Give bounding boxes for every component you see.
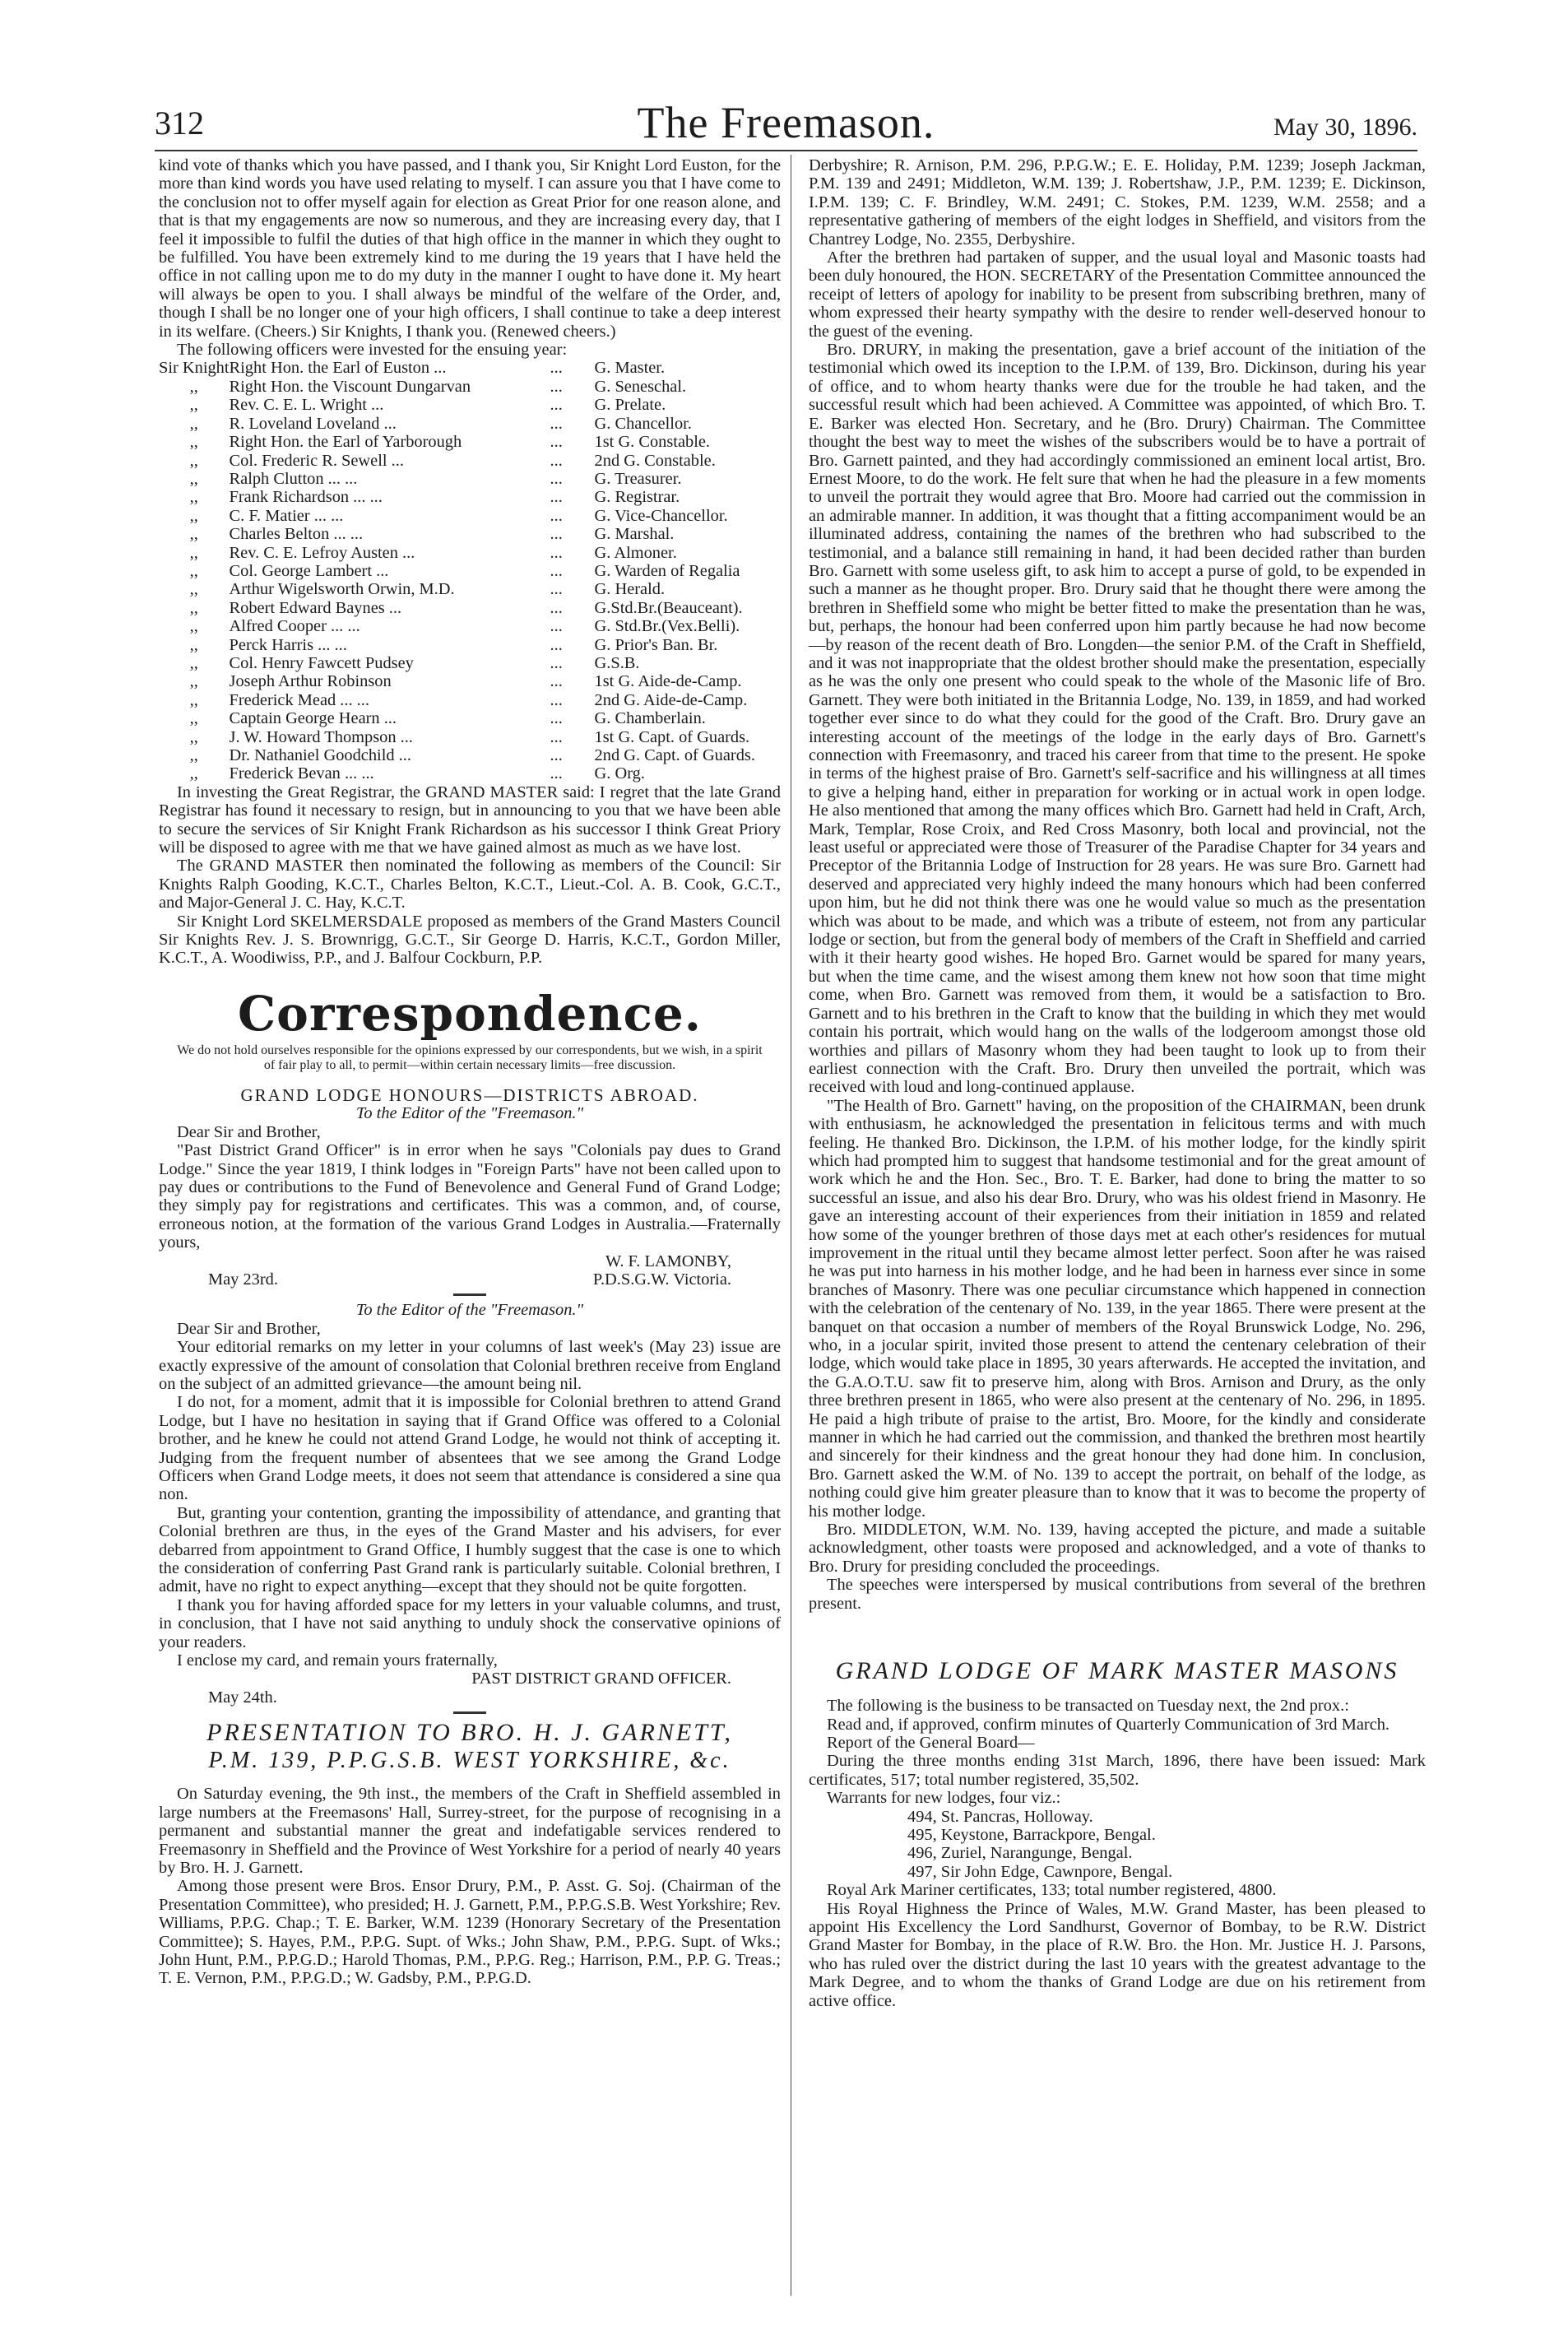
letter-signoff (159, 1270, 781, 1289)
officer-office: 1st G. Aide-de-Camp. (594, 672, 742, 691)
officer-prefix: ,, (189, 543, 198, 562)
officer-dots: ... (550, 525, 563, 544)
officer-row (159, 580, 781, 598)
officer-name: Perck Harris ... ... (229, 635, 347, 654)
letter-date: May 23rd. (208, 1270, 278, 1289)
officer-name: Charles Belton ... ... (229, 525, 364, 544)
article-paragraph: The speeches were interspersed by musical contributions from several of the brethren present. (809, 1576, 1426, 1613)
article-paragraph: Royal Ark Mariner certificates, 133; total number registered, 4800. (827, 1881, 1277, 1900)
article-paragraph: Bro. MIDDLETON, W.M. No. 139, having accepted the picture, and made a suitable acknowledgment, other toasts were proposed and acknowledged, and a vote of thanks to Bro. Drury for presiding concluded the proceedings. (809, 1521, 1426, 1576)
officer-office: G. Std.Br.(Vex.Belli). (594, 617, 740, 636)
officer-office: G. Almoner. (594, 543, 677, 562)
separator-dash (453, 1711, 486, 1714)
officer-name: Col. Frederic R. Sewell ... (229, 451, 404, 470)
warrant-item: 494, St. Pancras, Holloway. (907, 1807, 1093, 1826)
officer-prefix: ,, (189, 414, 198, 433)
officer-row (159, 359, 781, 377)
skelmersdale-paragraph: Sir Knight Lord SKELMERSDALE proposed as members of the Grand Masters Council Sir Knights Rev. J. S. Brownrigg, G.C.T., Sir George D. Harris, K.C.T., Gordon Miller, K.C.T., A. Woodiwiss, P.P., and J. Balfour Cockburn, P.P. (159, 912, 781, 968)
officer-row (159, 728, 781, 746)
officer-dots: ... (550, 506, 563, 525)
warrants-list (907, 1808, 1426, 1882)
officer-dots: ... (550, 690, 563, 709)
officer-row (159, 617, 781, 635)
masthead-title: The Freemason. (637, 98, 935, 147)
header-rule (155, 150, 1417, 151)
officer-office: G. Seneschal. (594, 377, 687, 396)
officer-office: 2nd G. Aide-de-Camp. (594, 690, 748, 709)
officer-dots: ... (550, 617, 563, 636)
article-paragraph: Report of the General Board— (827, 1733, 1035, 1752)
officer-prefix: Sir Knight (159, 359, 230, 378)
officer-prefix: ,, (189, 396, 198, 415)
officer-name: Col. George Lambert ... (229, 561, 389, 580)
letter-signature: PAST DISTRICT GRAND OFFICER. (471, 1670, 731, 1688)
officer-office: G. Warden of Regalia (594, 561, 740, 580)
officer-office: 2nd G. Capt. of Guards. (594, 746, 755, 764)
letter-salutation: Dear Sir and Brother, (177, 1319, 321, 1338)
officer-dots: ... (550, 709, 563, 728)
letter-body: Your editorial remarks on my letter in your columns of last week's (May 23) issue are exactly expressive of the amount of consolation that Colonial brethren receive from England on the subject of an admitted grievance—the amount being nil. (159, 1338, 781, 1393)
officer-prefix: ,, (189, 617, 198, 636)
officer-prefix: ,, (189, 488, 198, 507)
page-header (155, 98, 1417, 147)
officer-name: J. W. Howard Thompson ... (229, 727, 413, 746)
officer-name: Robert Edward Baynes ... (229, 598, 402, 617)
editorial-disclaimer: We do not hold ourselves responsible for the opinions expressed by our correspondents, but we wish, in a spirit of fair play to all, to permit—within certain necessary limits—free discussion. (177, 1043, 763, 1072)
officer-row (159, 396, 781, 414)
article-paragraph: Among those present were Bros. Ensor Drury, P.M., P. Asst. G. Soj. (Chairman of the Presentation Committee), who presided; H. J. Garnett, P.M., P.P.G.S.B. West Yorkshire; Rev. Williams, P.P.G. Chap.; T. E. Barker, W.M. 1239 (Honorary Secretary of the Presentation Committee); S. Hayes, P.M., P.P.G. Supt. of Wks.; John Shaw, P.M., P.P.G. Supt. of Wks.; John Hunt, P.M., P.P.G.D.; Harold Thomas, P.M., P.P.G. Reg.; Harrison, P.M., P.P. G. Treas.; T. E. Vernon, P.M., P.P.G.D.; W. Gadsby, P.M., P.P.G.D. (159, 1877, 781, 1988)
officer-dots: ... (550, 672, 563, 691)
speech-paragraph: kind vote of thanks which you have passed, and I thank you, Sir Knight Lord Euston, for the more than kind words you have used relating to myself. I can assure you that I have come to the conclusion not to offer myself again for election as Great Prior for one reason alone, and that is that my engagements are now so numerous, and they are increasing every day, that I feel it impossible to fulfil the duties of that high office in the manner in which they ought to be fulfilled. You have been extremely kind to me during the 19 years that I have held the office in not calling upon me to do my duty in the manner I ought to have done it. My heart will always be open to you. I shall always be mindful of the welfare of the Order, and, though I shall be no longer one of your high officers, I shall continue to take a deep interest in its welfare. (Cheers.) Sir Knights, I thank you. (Renewed cheers.) (159, 156, 781, 341)
officer-name: Col. Henry Fawcett Pudsey (229, 653, 414, 672)
officer-row (159, 415, 781, 433)
mark-masons-headline: GRAND LODGE OF MARK MASTER MASONS (835, 1657, 1399, 1685)
letter-signature: W. F. LAMONBY, (605, 1252, 731, 1270)
officer-office: G.S.B. (594, 653, 640, 672)
officer-office: G. Prior's Ban. Br. (594, 635, 718, 654)
officer-office: G. Org. (594, 764, 645, 783)
letter-body: But, granting your contention, granting the impossibility of attendance, and granting that Colonial brethren are thus, in the eyes of the Grand Master and his advisers, for ever debarred from appointment to Grand Office, I humbly suggest that the case is one to which the consideration of conferring Past Grand rank is particularly suitable. Colonial brethren, I admit, have no right to expect anything—except that they should not be quite forgotten. (159, 1503, 781, 1596)
officer-prefix: ,, (189, 727, 198, 746)
letter-body: I enclose my card, and remain yours fraternally, (177, 1651, 498, 1670)
article-paragraph: Bro. DRURY, in making the presentation, gave a brief account of the initiation of the testimonial which owed its inception to the I.P.M. of 139, Bro. Dickinson, during his year of office, and to whom hearty thanks were due for the trouble he had taken, and the successful result which had been achieved. A Committee was appointed, of which Bro. T. E. Barker was elected Hon. Secretary, and he (Bro. Drury) Chairman. The Committee thought the best way to meet the wishes of the subscribers would be to have a portrait of Bro. Garnett painted, and they had accordingly commissioned an eminent local artist, Bro. Ernest Moore, to do the work. He felt sure that when he had the pleasure in a few moments to unveil the portrait they would agree that Bro. Moore had carried out the commission in an admirable manner. In addition, it was thought that a fitting accompaniment would be an illuminated address, containing the names of the brethren who had subscribed to the testimonial, and a balance still remaining in hand, it had been decided rather than burden Bro. Garnett with some useless gift, to ask him to accept a purse of gold, to be expended in such a manner as he thought proper. Bro. Drury said that he thought there were among the brethren in Sheffield some who might be better fitted to make the presentation than he was, but, perhaps, the honour had been conferred upon him partly because he had now become—by reason of the recent death of Bro. Longden—the senior P.M. of the Craft in Sheffield, and it was not inappropriate that the oldest brother should make the presentation, especially as he was the only one present who could speak to the whole of the Masonic life of Bro. Garnett. They were both initiated in the Britannia Lodge, No. 139, in 1859, and had worked together ever since to do what they could for the good of the Craft. Bro. Drury gave an interesting account of the meetings of the lodge in the early days of Bro. Garnett's connection with Freemasonry, and traced his career from that time to the present. He spoke in terms of the highest praise of Bro. Garnett's self-sacrifice and his willingness at all times to give a helping hand, either in preparation for working or in actual work in open lodge. He also mentioned that among the many offices which Bro. Garnett had held in Craft, Arch, Mark, Templar, Rose Croix, and Red Cross Masonry, both local and provincial, not the least useful or appreciated were those of Treasurer of the Paradise Chapter for 34 years and Preceptor of the Britannia Lodge of Instruction for 28 years. He was sure Bro. Garnett had deserved and appreciated very highly indeed the many honours which had been conferred upon him, but he did not think there was one he would value so much as the presentation which was about to be made, and which was a tribute of esteem, not from any particular lodge or section, but from the general body of members of the Craft in Sheffield and carried with it their hearty good wishes. He hoped Bro. Garnet would be spared for many years, but when the time came, and the wisest among them knew not how soon that time might come, when Bro. Garnett was removed from them, it would be a satisfaction to Bro. Garnett and to his brethren in the Craft to know that the building in which they met would contain his portrait, which would hang on the walls of the lodgeroom amongst those old worthies and pillars of Masonry whom they had been taught to look up to from their earliest connection with the Craft. Bro. Drury then unveiled the portrait, which was received with loud and long-continued applause. (809, 341, 1426, 1097)
officer-row (159, 470, 781, 488)
warrant-item: 497, Sir John Edge, Cawnpore, Bengal. (907, 1862, 1173, 1881)
officer-name: Ralph Clutton ... ... (229, 469, 358, 488)
officer-office: G. Master. (594, 359, 666, 378)
officer-prefix: ,, (189, 580, 198, 599)
letter-headline: GRAND LODGE HONOURS—DISTRICTS ABROAD. (240, 1084, 699, 1105)
officer-dots: ... (550, 414, 563, 433)
letter-body: I do not, for a moment, admit that it is impossible for Colonial brethren to attend Grand Lodge, but I have no hesitation in saying that if Grand Office was offered to a Colonial brother, and he knew he could not attend Grand Lodge, he would not think of accepting it. Judging from the frequent number of absentees that we see among the Grand Lodge Officers when Grand Lodge meets, it does not seem that attendance is considered a sine qua non. (159, 1393, 781, 1504)
officer-prefix: ,, (189, 433, 198, 452)
letter-body: "Past District Grand Officer" is in error when he says "Colonials pay dues to Grand Lodge." Since the year 1819, I think lodges in "Foreign Parts" have not been called upon to pay dues or contributions to the Fund of Benevolence and General Fund of Grand Lodge; they simply pay for registrations and certificates. This was a common, and, of course, erroneous notion, at the formation of the various Grand Lodges in Australia.—Fraternally yours, (159, 1141, 781, 1252)
officer-dots: ... (550, 469, 563, 488)
officer-prefix: ,, (189, 764, 198, 783)
officer-dots: ... (550, 635, 563, 654)
officer-dots: ... (550, 598, 563, 617)
officer-prefix: ,, (189, 746, 198, 764)
officer-office: 1st G. Capt. of Guards. (594, 727, 750, 746)
officer-office: G. Chancellor. (594, 414, 692, 433)
officer-row (159, 654, 781, 672)
officer-dots: ... (550, 433, 563, 452)
officer-prefix: ,, (189, 653, 198, 672)
officer-prefix: ,, (189, 451, 198, 470)
officer-prefix: ,, (189, 690, 198, 709)
officer-name: C. F. Matier ... ... (229, 506, 344, 525)
officer-office: G. Treasurer. (594, 469, 682, 488)
left-column (159, 156, 781, 1988)
officer-name: Dr. Nathaniel Goodchild ... (229, 746, 411, 764)
letter-salutation: Dear Sir and Brother, (177, 1122, 321, 1141)
officer-row (159, 562, 781, 580)
officer-dots: ... (550, 746, 563, 764)
article-paragraph: Warrants for new lodges, four viz.: (827, 1789, 1061, 1808)
letter-date: May 24th. (208, 1688, 277, 1707)
officer-name: Rev. C. E. Lefroy Austen ... (229, 543, 415, 562)
separator-dash (453, 1293, 486, 1296)
presentation-headline: PRESENTATION TO BRO. H. J. GARNETT, (206, 1719, 733, 1747)
officer-name: Captain George Hearn ... (229, 709, 397, 728)
officer-prefix: ,, (189, 672, 198, 691)
officer-prefix: ,, (189, 709, 198, 728)
letter-body: I thank you for having afforded space for my letters in your valuable columns, and trust, in conclusion, that I have not said anything to unduly shock the conservative opinions of your readers. (159, 1595, 781, 1651)
investiture-intro: The following officers were invested for the ensuing year: (177, 341, 568, 360)
officer-name: Joseph Arthur Robinson (229, 672, 392, 691)
council-paragraph: The GRAND MASTER then nominated the following as members of the Council: Sir Knights Ralph Gooding, K.C.T., Charles Belton, K.C.T., Lieut.-Col. A. B. Cook, G.C.T., and Major-General J. C. Hay, K.C.T. (159, 857, 781, 913)
officer-prefix: ,, (189, 561, 198, 580)
officer-office: G. Herald. (594, 580, 666, 599)
warrant-item: 495, Keystone, Barrackpore, Bengal. (907, 1825, 1156, 1844)
officer-row (159, 544, 781, 562)
officer-name: R. Loveland Loveland ... (229, 414, 397, 433)
officers-list (159, 359, 781, 783)
officer-row (159, 672, 781, 690)
issue-date: May 30, 1896. (1273, 114, 1417, 141)
officer-dots: ... (550, 396, 563, 415)
officer-office: 1st G. Constable. (594, 433, 711, 452)
officer-office: 2nd G. Constable. (594, 451, 716, 470)
article-paragraph: On Saturday evening, the 9th inst., the members of the Craft in Sheffield assembled in large numbers at the Freemasons' Hall, Surrey-street, for the purpose of recognising in a permanent and substantial manner the great and indefatigable services rendered to Freemasonry in Sheffield and the Province of West Yorkshire for a period of nearly 40 years by Bro. H. J. Garnett. (159, 1785, 781, 1877)
officer-dots: ... (550, 561, 563, 580)
officer-dots: ... (550, 580, 563, 599)
officer-row (159, 507, 781, 525)
officer-row (159, 488, 781, 506)
officer-dots: ... (550, 488, 563, 507)
article-paragraph: The following is the business to be transacted on Tuesday next, the 2nd prox.: (827, 1697, 1349, 1716)
officer-prefix: ,, (189, 377, 198, 396)
right-column (809, 156, 1426, 2010)
officer-name: Right Hon. the Earl of Euston ... (229, 359, 447, 378)
officer-row (159, 709, 781, 727)
letter-addressee: To the Editor of the "Freemason." (355, 1104, 584, 1123)
officer-row (159, 691, 781, 709)
officer-office: G.Std.Br.(Beauceant). (594, 598, 743, 617)
officer-dots: ... (550, 451, 563, 470)
officer-office: G. Vice-Chancellor. (594, 506, 728, 525)
officer-name: Frederick Bevan ... ... (229, 764, 374, 783)
registrar-paragraph: In investing the Great Registrar, the GRAND MASTER said: I regret that the late Grand Registrar has found it necessary to resign, but in announcing to you that we have been able to secure the services of Sir Knight Frank Richardson as his successor I think Great Priory will be disposed to agree with me that we have gained almost as much as we have lost. (159, 783, 781, 857)
officer-row (159, 636, 781, 654)
presentation-subheadline: P.M. 139, P.P.G.S.B. WEST YORKSHIRE, &c. (208, 1748, 731, 1774)
warrant-item: 496, Zuriel, Narangunge, Bengal. (907, 1844, 1133, 1863)
officer-prefix: ,, (189, 469, 198, 488)
article-paragraph: Derbyshire; R. Arnison, P.M. 296, P.P.G.W.; E. E. Holiday, P.M. 1239; Joseph Jackman, P.M. 139 and 2491; Middleton, W.M. 139; J. Robertshaw, J.P., P.M. 1239; E. Dickinson, I.P.M. 139; C. F. Brindley, W.M. 2491; C. Stokes, P.M. 1239, W.M. 2558; and a representative gathering of members of the eight lodges in Sheffield, and visitors from the Chantrey Lodge, No. 2355, Derbyshire. (809, 156, 1426, 248)
officer-office: G. Chamberlain. (594, 709, 706, 728)
article-paragraph: His Royal Highness the Prince of Wales, M.W. Grand Master, has been pleased to appoint His Excellency the Lord Sandhurst, Governor of Bombay, to be R.W. District Grand Master for Bombay, in the place of R.W. Bro. the Hon. Mr. Justice H. J. Parsons, who has ruled over the district during the last 10 years with the greatest advantage to the Mark Degree, and to whom the thanks of Grand Lodge are due on his retirement from active office. (809, 1899, 1426, 2010)
officer-prefix: ,, (189, 598, 198, 617)
officer-row (159, 746, 781, 764)
officer-dots: ... (550, 653, 563, 672)
officer-dots: ... (550, 727, 563, 746)
officer-office: G. Prelate. (594, 396, 666, 415)
officer-name: Frederick Mead ... ... (229, 690, 369, 709)
officer-row (159, 452, 781, 470)
officer-prefix: ,, (189, 525, 198, 544)
officer-row (159, 599, 781, 617)
officer-name: Right Hon. the Viscount Dungarvan (229, 377, 471, 396)
letter-addressee: To the Editor of the "Freemason." (355, 1301, 584, 1320)
article-paragraph: "The Health of Bro. Garnett" having, on the proposition of the CHAIRMAN, been drunk with enthusiasm, he acknowledged the presentation in felicitous terms and with much feeling. He thanked Bro. Dickinson, the I.P.M. of his mother lodge, for the kindly spirit which had prompted him to suggest that handsome testimonial and for the great amount of work which he and the Hon. Sec., Bro. T. E. Barker, had done to bring the matter to so successful an issue, and also his dear Bro. Drury, who was his oldest friend in Masonry. He gave an interesting account of their experiences from their initiation in 1859 and related how some of the younger brethren of those days met at each other's residences for mutual improvement in the ritual until they became almost letter perfect. Soon after he was raised he was put into harness in his mother lodge, and he had been in harness ever since in some branches of Masonry. There was one peculiar circumstance which happened in connection with the celebration of the centenary of No. 139, in the year 1865. There were present at the banquet on that occasion a number of members of the Royal Brunswick Lodge, No. 296, who, in a jocular spirit, invited those present to attend the centenary celebration of their lodge, which would take place in 1895, 30 years afterwards. He accepted the invitation, and the G.A.O.T.U. saw fit to preserve him, along with Bros. Arnison and Drury, as the only three brethren present in 1865, who were also present at the centenary of No. 296, in 1895. He paid a high tribute of praise to the artist, Bro. Moore, for the kindly and considerate manner in which he had carried out the commission, and thanked the brethren most heartily and sincerely for their kindness and the great honour they had done him. In conclusion, Bro. Garnett asked the W.M. of No. 139 to accept the portrait, on behalf of the lodge, as nothing could give him greater pleasure than to know that it was to become the property of his mother lodge. (809, 1096, 1426, 1521)
letter-title: P.D.S.G.W. Victoria. (592, 1270, 731, 1289)
officer-name: Rev. C. E. L. Wright ... (229, 396, 384, 415)
officer-row (159, 433, 781, 451)
correspondence-heading: Correspondence. (238, 985, 702, 1042)
officer-dots: ... (550, 359, 563, 378)
officer-office: G. Registrar. (594, 488, 680, 507)
officer-name: Arthur Wigelsworth Orwin, M.D. (229, 580, 455, 599)
officer-row (159, 764, 781, 783)
officer-prefix: ,, (189, 635, 198, 654)
officer-office: G. Marshal. (594, 525, 675, 544)
article-paragraph: Read and, if approved, confirm minutes of Quarterly Communication of 3rd March. (827, 1715, 1390, 1734)
article-paragraph: During the three months ending 31st March, 1896, there have been issued: Mark certificates, 517; total number registered, 35,502. (809, 1752, 1426, 1789)
officer-dots: ... (550, 377, 563, 396)
officer-row (159, 378, 781, 396)
officer-prefix: ,, (189, 506, 198, 525)
officer-name: Alfred Cooper ... ... (229, 617, 360, 636)
officer-name: Frank Richardson ... ... (229, 488, 383, 507)
officer-dots: ... (550, 543, 563, 562)
officer-name: Right Hon. the Earl of Yarborough (229, 433, 462, 452)
page-number: 312 (155, 104, 204, 142)
officer-dots: ... (550, 764, 563, 783)
article-paragraph: After the brethren had partaken of supper, and the usual loyal and Masonic toasts had been duly honoured, the HON. SECRETARY of the Presentation Committee announced the receipt of letters of apology for inability to be present from subscribing brethren, many of whom expressed their hearty sympathy with the desire to render well-deserved honour to the guest of the evening. (809, 248, 1426, 341)
officer-row (159, 525, 781, 543)
